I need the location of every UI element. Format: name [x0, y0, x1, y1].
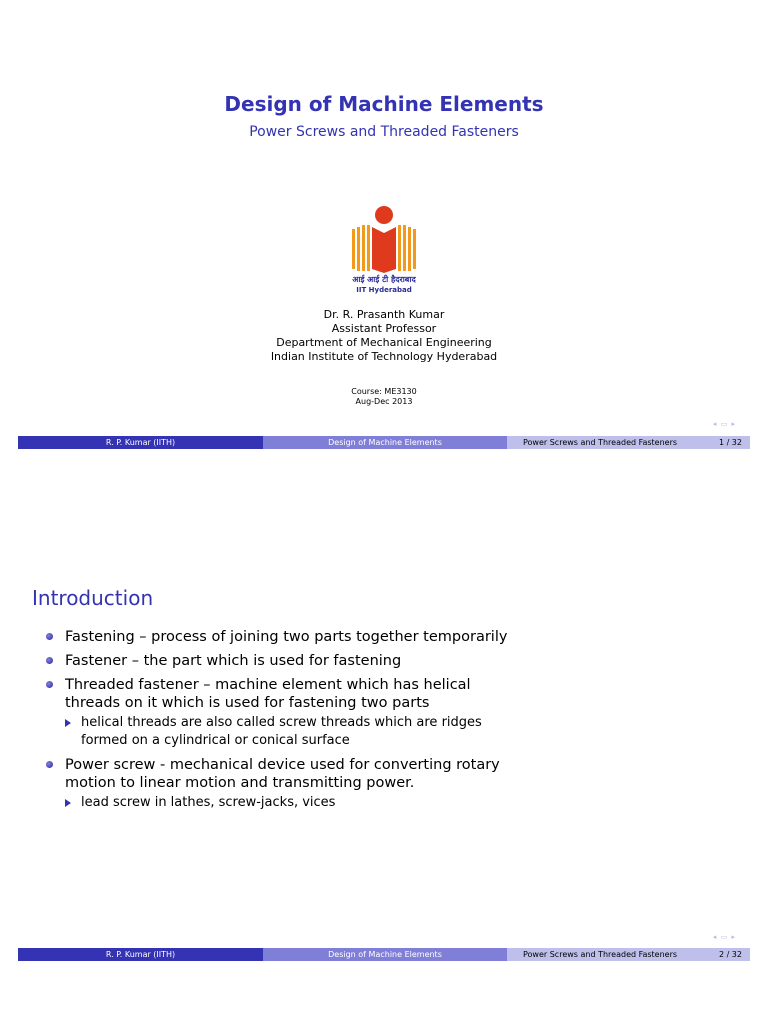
footer-subtitle: Power Screws and Threaded Fasteners	[523, 950, 678, 959]
frame-title: Introduction	[32, 586, 154, 610]
footer-author: R. P. Kumar (IITH)	[18, 948, 263, 961]
footer-page-number: 1 / 32	[718, 438, 742, 447]
footer-bar	[18, 948, 750, 961]
list-item-text: Fastening – process of joining two parts together temporarily	[65, 629, 508, 645]
footer-subtitle: Power Screws and Threaded Fasteners	[523, 438, 678, 447]
sub-list-item-text: lead screw in lathes, screw-jacks, vices	[81, 795, 336, 810]
footer-title: Design of Machine Elements	[263, 948, 507, 961]
footer-title: Design of Machine Elements	[263, 436, 507, 449]
bullet-icon	[46, 681, 53, 688]
list-item	[46, 652, 726, 670]
footer-page-number: 2 / 32	[718, 950, 742, 959]
logo-english-text: IIT Hyderabad	[356, 286, 412, 294]
course-block	[0, 387, 768, 407]
footer-right	[507, 436, 750, 449]
author-department: Department of Mechanical Engineering	[276, 336, 492, 349]
author-name: Dr. R. Prasanth Kumar	[323, 308, 445, 321]
course-term: Aug-Dec 2013	[355, 397, 413, 406]
bullet-list	[46, 628, 726, 818]
list-item-text: Fastener – the part which is used for fastening	[65, 653, 402, 669]
list-item-text: Threaded fastener – machine element which has helical threads on it which is used for fastening two parts	[65, 677, 471, 711]
slide-introduction	[0, 512, 768, 1024]
triangle-bullet-icon	[65, 799, 71, 807]
bullet-icon	[46, 657, 53, 664]
presentation-title: Design of Machine Elements	[224, 92, 544, 116]
author-block	[0, 308, 768, 364]
logo-hindi-text: आई आई टी हैदराबाद	[352, 275, 416, 284]
sub-list-item	[46, 714, 726, 750]
presentation-subtitle: Power Screws and Threaded Fasteners	[249, 124, 519, 140]
author-institute: Indian Institute of Technology Hyderabad	[270, 350, 498, 363]
footer-bar	[18, 436, 750, 449]
list-item	[46, 628, 726, 646]
triangle-bullet-icon	[65, 719, 71, 727]
author-position: Assistant Professor	[331, 322, 437, 335]
course-code: Course: ME3130	[351, 387, 417, 396]
list-item	[46, 756, 726, 812]
bullet-icon	[46, 761, 53, 768]
footer-author: R. P. Kumar (IITH)	[18, 436, 263, 449]
list-item	[46, 676, 726, 750]
list-item-text: Power screw - mechanical device used for converting rotary motion to linear motion and transmitting power.	[65, 757, 500, 791]
navigation-symbols-icon[interactable]: ◂ ▭ ▸	[712, 933, 736, 941]
sub-list-item	[46, 794, 726, 812]
navigation-symbols-icon[interactable]: ◂ ▭ ▸	[712, 420, 736, 428]
sub-list-item-text: helical threads are also called screw threads which are ridges formed on a cylindrical or conical surface	[81, 715, 482, 748]
bullet-icon	[46, 633, 53, 640]
footer-right	[507, 948, 750, 961]
